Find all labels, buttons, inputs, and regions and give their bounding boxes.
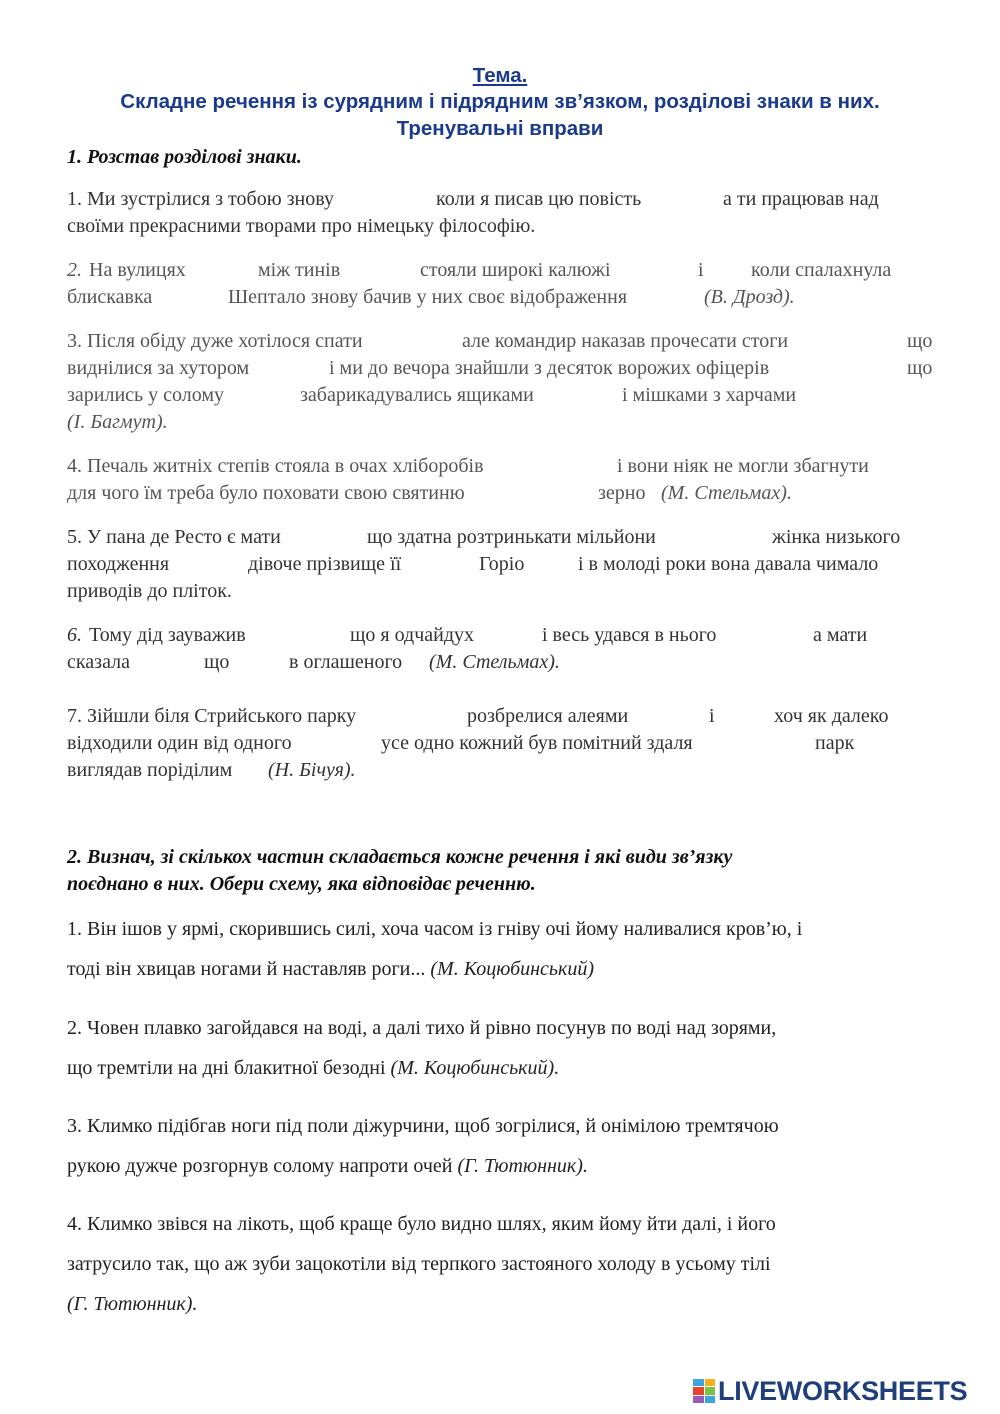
s3-part-3: що <box>907 330 933 352</box>
s3-part-9: і мішками з харчами <box>622 384 797 406</box>
s1-part-2: коли я писав цю повість <box>436 188 642 210</box>
s5-part-5: дівоче прізвище її <box>248 553 402 575</box>
task2-heading-line-2: поєднано в них. Обери схему, яка відповідає реченню. <box>67 873 536 895</box>
s6-number: 6. <box>67 624 82 646</box>
sentence-5 <box>67 524 947 605</box>
s6-author: (М. Стельмах). <box>429 651 560 673</box>
s2-part-5: коли спалахнула <box>751 259 892 281</box>
sentence-4 <box>67 453 947 507</box>
s2-part-1: На вулицях <box>89 259 186 281</box>
q3-line-2: рукою дужче розгорнув солому напроти очей <box>67 1155 453 1177</box>
s6-part-2: що я одчайдух <box>350 624 475 646</box>
s1-line-2: своїми прекрасними творами про німецьку філософію. <box>67 215 536 237</box>
s3-part-5: і ми до вечора знайшли з десяток ворожих офіцерів <box>329 357 770 379</box>
s6-part-3: і весь удався в нього <box>542 624 717 646</box>
question-4 <box>67 1204 947 1324</box>
s7-part-2: розбрелися алеями <box>467 705 629 727</box>
s2-part-7: Шептало знову бачив у них своє відображення <box>228 286 628 308</box>
sentence-6 <box>67 622 947 676</box>
s5-line-3: приводів до пліток. <box>67 580 232 602</box>
s6-part-5: сказала <box>67 651 130 673</box>
s7-part-1: 7. Зійшли біля Стрийського парку <box>67 705 357 727</box>
task1-heading: 1. Розстав розділові знаки. <box>67 146 302 168</box>
s6-part-6: що <box>204 651 230 673</box>
s1-part-3: а ти працював над <box>723 188 879 210</box>
s3-part-6: що <box>907 357 933 379</box>
q3-author: (Г. Тютюнник). <box>457 1155 588 1177</box>
s1-part-1: 1. Ми зустрілися з тобою знову <box>67 188 335 210</box>
logo-text: LIVEWORKSHEETS <box>718 1375 968 1406</box>
s3-part-7: зарились у солому <box>67 384 225 406</box>
s3-author: (І. Багмут). <box>67 411 168 433</box>
liveworksheets-logo <box>693 1376 967 1406</box>
s3-part-8: забарикадувались ящиками <box>300 384 534 406</box>
s4-part-2: і вони ніяк не могли збагнути <box>617 455 869 477</box>
s4-part-4: зерно <box>598 482 646 504</box>
s2-part-2: між тинів <box>258 259 341 281</box>
s2-part-4: і <box>698 259 704 281</box>
question-3 <box>67 1106 947 1186</box>
s4-author: (М. Стельмах). <box>661 482 792 504</box>
sentence-1 <box>67 186 947 240</box>
logo-icon <box>693 1379 715 1403</box>
s5-part-7: і в молоді роки вона давала чимало <box>578 553 879 575</box>
s5-part-1: 5. У пана де Ресто є мати <box>67 526 281 548</box>
s5-part-6: Горіо <box>479 553 525 575</box>
s4-part-1: 4. Печаль житніх степів стояла в очах хліборобів <box>67 455 484 477</box>
worksheet-subtitle: Тренувальні вправи <box>396 117 604 140</box>
s2-part-6: блискавка <box>67 286 153 308</box>
s7-part-7: парк <box>815 732 855 754</box>
q4-line-1: 4. Климко звівся на лікоть, щоб краще було видно шлях, яким йому йти далі, і його <box>67 1213 776 1235</box>
s5-part-2: що здатна розтринькати мільйони <box>367 526 656 548</box>
s5-part-4: походження <box>67 553 170 575</box>
s3-part-4: виднілися за хутором <box>67 357 250 379</box>
s4-part-3: для чого їм треба було поховати свою святиню <box>67 482 465 504</box>
topic-label: Тема. <box>472 64 528 87</box>
s7-part-4: хоч як далеко <box>774 705 889 727</box>
s2-part-3: стояли широкі калюжі <box>420 259 611 281</box>
s7-author: (Н. Бічуя). <box>268 759 356 781</box>
sentence-3 <box>67 328 947 436</box>
s6-part-7: в оглашеного <box>289 651 403 673</box>
s5-part-3: жінка низького <box>772 526 901 548</box>
q2-author: (М. Коцюбинський). <box>390 1057 560 1079</box>
q3-line-1: 3. Климко підібгав ноги під поли діжурчини, щоб зогрілися, й онімілою тремтячою <box>67 1115 779 1137</box>
question-1 <box>67 909 947 989</box>
sentence-2 <box>67 257 947 311</box>
worksheet-title: Складне речення із сурядним і підрядним зв’язком, розділові знаки в них. <box>120 90 880 113</box>
q1-author: (М. Коцюбинський) <box>430 958 595 980</box>
task2-heading-line-1: 2. Визнач, зі скількох частин складається кожне речення і які види зв’язку <box>67 846 733 868</box>
s2-author: (В. Дрозд). <box>704 286 795 308</box>
s7-part-8: виглядав поріділим <box>67 759 233 781</box>
s3-part-2: але командир наказав прочесати стоги <box>462 330 789 352</box>
q1-line-2: тоді він хвицав ногами й наставляв роги... <box>67 958 426 980</box>
s6-part-4: а мати <box>813 624 868 646</box>
sentence-7 <box>67 703 947 784</box>
q2-line-2: що тремтіли на дні блакитної безодні <box>67 1057 386 1079</box>
q2-line-1: 2. Човен плавко загойдався на воді, а далі тихо й рівно посунув по воді над зорями, <box>67 1017 777 1039</box>
q1-line-1: 1. Він ішов у ярмі, скорившись силі, хоча часом із гніву очі йому наливалися кров’ю, і <box>67 918 803 940</box>
s7-part-6: усе одно кожний був помітний здаля <box>381 732 693 754</box>
s3-part-1: 3. Після обіду дуже хотілося спати <box>67 330 363 352</box>
s2-number: 2. <box>67 259 82 281</box>
question-2 <box>67 1008 947 1088</box>
q4-line-2: затрусило так, що аж зуби зацокотіли від терпкого застояного холоду в усьому тілі <box>67 1253 771 1275</box>
s6-part-1: Тому дід зауважив <box>89 624 246 646</box>
q4-author: (Г. Тютюнник). <box>67 1293 198 1315</box>
s7-part-3: і <box>709 705 715 727</box>
s7-part-5: відходили один від одного <box>67 732 292 754</box>
